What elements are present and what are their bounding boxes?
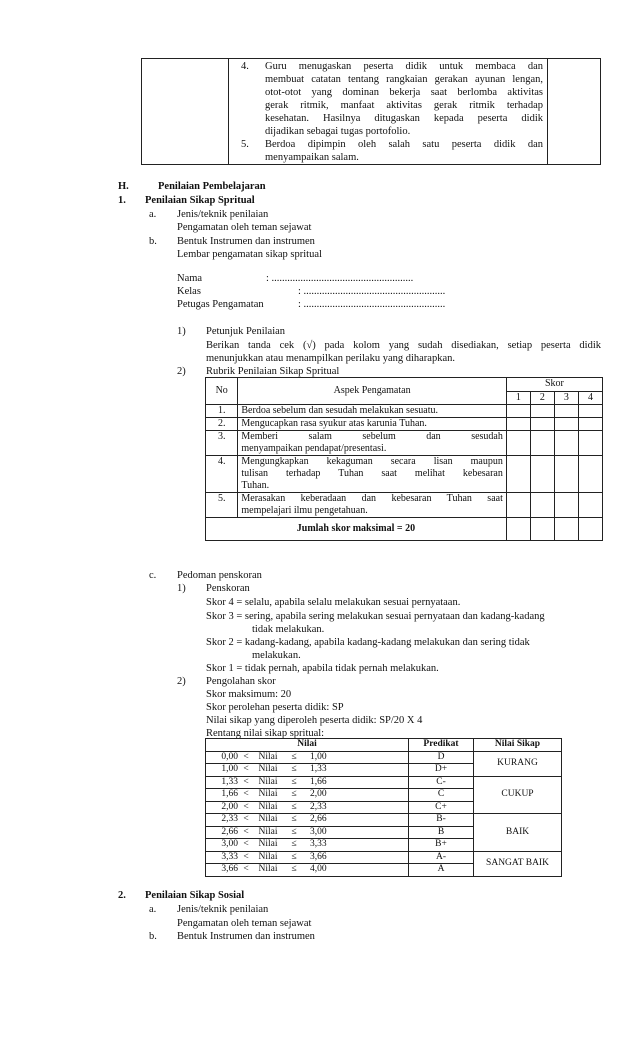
table-total-row: [206, 518, 603, 541]
predikat-cell: A: [409, 864, 474, 877]
skor-cell[interactable]: [578, 418, 602, 431]
item-label: Pedoman penskoran: [177, 570, 262, 581]
skor-cell[interactable]: [578, 493, 602, 518]
skor-cell[interactable]: [554, 405, 578, 418]
nilai-sikap-cell: BAIK: [474, 814, 562, 852]
range-high: 3,66: [310, 851, 327, 862]
skor-cell[interactable]: [554, 431, 578, 456]
predikat-cell: B-: [409, 814, 474, 827]
row-number: 4.: [206, 456, 238, 493]
skor-cell[interactable]: [506, 456, 530, 493]
range-cell: [206, 851, 409, 864]
step-line: Guru menugaskan peserta didik untuk membaca dan: [265, 61, 543, 72]
score-rule: Skor 2 = kadang-kadang, apabila kadang-kadang melakukan dan sering tidak: [206, 637, 530, 648]
row-number: 3.: [206, 431, 238, 456]
step-line: otot-otot yang dominan bekerja saat berlomba aktivitas: [265, 87, 543, 98]
row-number: 5.: [206, 493, 238, 518]
skor-cell[interactable]: [506, 518, 530, 541]
table-row: [206, 431, 603, 456]
row-number: 2.: [206, 418, 238, 431]
range-low: 1,00: [221, 764, 238, 774]
item-letter: b.: [149, 931, 157, 942]
step-number: 4.: [241, 61, 249, 72]
range-word: Nilai: [258, 801, 278, 812]
operator-lt: <: [243, 839, 249, 849]
operator-le: ≤: [291, 814, 297, 824]
column-header-aspek: Aspek Pengamatan: [238, 378, 506, 405]
aspek-line: Tuhan.: [241, 480, 270, 491]
item-number: 1): [177, 583, 186, 594]
instruction-line: menunjukkan atau menampilkan perilaku yang diharapkan.: [206, 353, 456, 364]
range-cell: [206, 826, 409, 839]
skor-cell[interactable]: [530, 456, 554, 493]
range-word: Nilai: [258, 826, 278, 837]
range-high: 4,00: [310, 864, 327, 874]
range-cell: [206, 801, 409, 814]
predikat-cell: B+: [409, 839, 474, 852]
range-word: Nilai: [258, 864, 278, 874]
range-high: 2,00: [310, 789, 327, 799]
table-row: [206, 851, 562, 864]
range-cell: [206, 814, 409, 827]
score-rule: Skor 3 = sering, apabila sering melakukan sesuai pernyataan dan kadang-kadang: [206, 611, 545, 622]
skor-cell[interactable]: [578, 518, 602, 541]
aspek-line: Mengucapkan rasa syukur atas karunia Tuhan.: [241, 418, 427, 429]
range-high: 3,33: [310, 839, 327, 849]
operator-lt: <: [243, 764, 249, 774]
subsection-number: 2.: [118, 890, 126, 901]
range-low: 2,00: [221, 801, 238, 812]
item-letter: a.: [149, 209, 157, 220]
operator-lt: <: [243, 789, 249, 799]
table-row: [206, 814, 562, 827]
section-number: H.: [118, 181, 129, 192]
nilai-table: [205, 738, 562, 877]
item-label: Penskoran: [206, 583, 250, 594]
field-label: Nama: [177, 273, 203, 284]
table-row: [206, 456, 603, 493]
table-header-row: [206, 378, 603, 392]
range-word: Nilai: [258, 751, 278, 762]
empty-cell: [548, 59, 601, 165]
aspek-cell: [238, 456, 506, 493]
aspek-line: mempelajari ilmu pengetahuan.: [241, 505, 368, 516]
item-label: Jenis/teknik penilaian: [177, 904, 269, 915]
operator-le: ≤: [291, 764, 297, 774]
predikat-cell: A-: [409, 851, 474, 864]
range-low: 2,66: [221, 826, 238, 837]
range-word: Nilai: [258, 814, 278, 824]
skor-cell[interactable]: [554, 418, 578, 431]
score-info: Skor maksimum: 20: [206, 689, 292, 700]
score-info: Skor perolehan peserta didik: SP: [206, 702, 344, 713]
aspek-line: Mengungkapkan kekaguman secara lisan maupun: [241, 456, 503, 467]
item-letter: a.: [149, 904, 157, 915]
item-value: Pengamatan oleh teman sejawat: [177, 222, 312, 233]
item-label: Petunjuk Penilaian: [206, 326, 286, 337]
item-label: Jenis/teknik penilaian: [177, 209, 269, 220]
range-high: 3,00: [310, 826, 327, 837]
skor-col-header: 2: [530, 391, 554, 405]
section-title: Penilaian Pembelajaran: [158, 181, 266, 192]
operator-lt: <: [243, 864, 249, 874]
range-cell: [206, 864, 409, 877]
range-cell: [206, 764, 409, 777]
step-number: 5.: [241, 139, 249, 150]
subsection-title: Penilaian Sikap Spritual: [145, 195, 255, 206]
item-label: Rubrik Penilaian Sikap Spritual: [206, 366, 340, 377]
range-low: 3,66: [221, 864, 238, 874]
predikat-cell: C-: [409, 776, 474, 789]
table-row: [206, 418, 603, 431]
skor-cell[interactable]: [530, 418, 554, 431]
skor-cell[interactable]: [506, 431, 530, 456]
range-low: 1,66: [221, 789, 238, 799]
instruction-line: Berikan tanda cek (√) pada kolom yang sudah disediakan, setiap peserta didik: [206, 340, 601, 351]
item-label: Bentuk Instrumen dan instrumen: [177, 236, 315, 247]
score-rule: Skor 1 = tidak pernah, apabila tidak pernah melakukan.: [206, 663, 439, 674]
score-info: Rentang nilai sikap spritual:: [206, 728, 325, 739]
step-line: kesehatan. Hasilnya ditugaskan kepada peserta didik: [265, 113, 543, 124]
rubrik-table: [205, 377, 603, 541]
item-letter: b.: [149, 236, 157, 247]
skor-cell[interactable]: [578, 431, 602, 456]
step-line: dijadikan sebagai tugas portofolio.: [265, 126, 411, 137]
skor-col-header: 1: [506, 391, 530, 405]
score-rule: melakukan.: [252, 650, 301, 661]
column-header-nilai: Nilai: [206, 739, 409, 752]
nilai-table-body: [206, 751, 562, 876]
table-row: [206, 493, 603, 518]
column-header-skor: Skor: [506, 378, 602, 392]
range-high: 2,66: [310, 814, 327, 824]
skor-cell[interactable]: [554, 518, 578, 541]
skor-cell[interactable]: [578, 456, 602, 493]
operator-le: ≤: [291, 751, 297, 762]
skor-col-header: 3: [554, 391, 578, 405]
aspek-cell: [238, 493, 506, 518]
item-letter: c.: [149, 570, 157, 581]
field-value: : ......................................................: [298, 299, 446, 310]
nilai-sikap-cell: CUKUP: [474, 776, 562, 814]
activity-table: [141, 58, 601, 165]
range-cell: [206, 751, 409, 764]
item-number: 1): [177, 326, 186, 337]
table-header-row: [206, 739, 562, 752]
range-cell: [206, 839, 409, 852]
score-info: Nilai sikap yang diperoleh peserta didik: SP/20 X 4: [206, 715, 423, 726]
table-row: [142, 59, 601, 165]
aspek-line: tulisan terhadap Tuhan saat melihat kebesaran: [241, 468, 503, 479]
item-label: Pengolahan skor: [206, 676, 276, 687]
step-item: [233, 138, 543, 164]
score-rule: tidak melakukan.: [252, 624, 325, 635]
activity-steps-cell: [229, 59, 548, 165]
skor-cell[interactable]: [578, 405, 602, 418]
range-word: Nilai: [258, 764, 278, 774]
operator-le: ≤: [291, 789, 297, 799]
score-rule: Skor 4 = selalu, apabila selalu melakukan sesuai pernyataan.: [206, 597, 461, 608]
operator-lt: <: [243, 814, 249, 824]
item-value: Lembar pengamatan sikap spritual: [177, 249, 322, 260]
predikat-cell: C: [409, 789, 474, 802]
range-high: 1,00: [310, 751, 327, 762]
range-low: 1,33: [221, 776, 238, 787]
column-header-no: No: [206, 378, 238, 405]
operator-le: ≤: [291, 776, 297, 787]
skor-cell[interactable]: [554, 493, 578, 518]
operator-lt: <: [243, 851, 249, 862]
range-high: 1,33: [310, 764, 327, 774]
range-cell: [206, 776, 409, 789]
operator-lt: <: [243, 801, 249, 812]
range-low: 0,00: [221, 751, 238, 762]
range-low: 3,33: [221, 851, 238, 862]
predikat-cell: C+: [409, 801, 474, 814]
row-number: 1.: [206, 405, 238, 418]
aspek-line: menyampaikan pendapat/presentasi.: [241, 443, 387, 454]
item-number: 2): [177, 366, 186, 377]
range-high: 1,66: [310, 776, 327, 787]
step-line: Berdoa dipimpin oleh salah satu peserta didik dan: [265, 139, 543, 150]
skor-cell[interactable]: [506, 418, 530, 431]
aspek-line: Merasakan keberadaan dan kebesaran Tuhan saat: [241, 493, 503, 504]
step-item: [233, 60, 543, 138]
skor-cell[interactable]: [506, 493, 530, 518]
operator-le: ≤: [291, 826, 297, 837]
operator-le: ≤: [291, 851, 297, 862]
skor-cell[interactable]: [530, 431, 554, 456]
skor-cell[interactable]: [554, 456, 578, 493]
field-value: : ......................................................: [266, 273, 414, 284]
item-label: Bentuk Instrumen dan instrumen: [177, 931, 315, 942]
operator-lt: <: [243, 751, 249, 762]
item-number: 2): [177, 676, 186, 687]
aspek-line: Berdoa sebelum dan sesudah melakukan sesuatu.: [241, 405, 438, 416]
aspek-cell: [238, 431, 506, 456]
range-word: Nilai: [258, 776, 278, 787]
step-line: menyampaikan salam.: [265, 152, 359, 163]
table-row: [206, 776, 562, 789]
range-low: 2,33: [221, 814, 238, 824]
operator-le: ≤: [291, 839, 297, 849]
operator-lt: <: [243, 826, 249, 837]
step-line: gerak ritmik, manfaat aktivitas gerak ritmik terhadap: [265, 100, 543, 111]
range-high: 2,33: [310, 801, 327, 812]
range-cell: [206, 789, 409, 802]
column-header-nilai-sikap: Nilai Sikap: [474, 739, 562, 752]
skor-col-header: 4: [578, 391, 602, 405]
table-row: [206, 405, 603, 418]
field-value: : ......................................................: [298, 286, 446, 297]
operator-le: ≤: [291, 864, 297, 874]
step-line: membuat catatan tentang rangkaian gerakan ayunan lengan,: [265, 74, 543, 85]
skor-cell[interactable]: [530, 493, 554, 518]
aspek-cell: [238, 418, 506, 431]
operator-lt: <: [243, 776, 249, 787]
subsection-title: Penilaian Sikap Sosial: [145, 890, 245, 901]
field-label: Petugas Pengamatan: [177, 299, 264, 310]
nilai-sikap-cell: SANGAT BAIK: [474, 851, 562, 876]
predikat-cell: D: [409, 751, 474, 764]
column-header-predikat: Predikat: [409, 739, 474, 752]
range-low: 3,00: [221, 839, 238, 849]
table-row: [206, 751, 562, 764]
item-value: Pengamatan oleh teman sejawat: [177, 918, 312, 929]
aspek-line: Memberi salam sebelum dan sesudah: [241, 431, 503, 442]
predikat-cell: B: [409, 826, 474, 839]
operator-le: ≤: [291, 801, 297, 812]
nilai-sikap-cell: KURANG: [474, 751, 562, 776]
subsection-number: 1.: [118, 195, 126, 206]
empty-cell: [142, 59, 229, 165]
range-word: Nilai: [258, 789, 278, 799]
aspek-cell: [238, 405, 506, 418]
range-word: Nilai: [258, 851, 278, 862]
range-word: Nilai: [258, 839, 278, 849]
skor-cell[interactable]: [530, 518, 554, 541]
predikat-cell: D+: [409, 764, 474, 777]
skor-cell[interactable]: [506, 405, 530, 418]
field-label: Kelas: [177, 286, 201, 297]
total-label: Jumlah skor maksimal = 20: [206, 518, 507, 541]
skor-cell[interactable]: [530, 405, 554, 418]
